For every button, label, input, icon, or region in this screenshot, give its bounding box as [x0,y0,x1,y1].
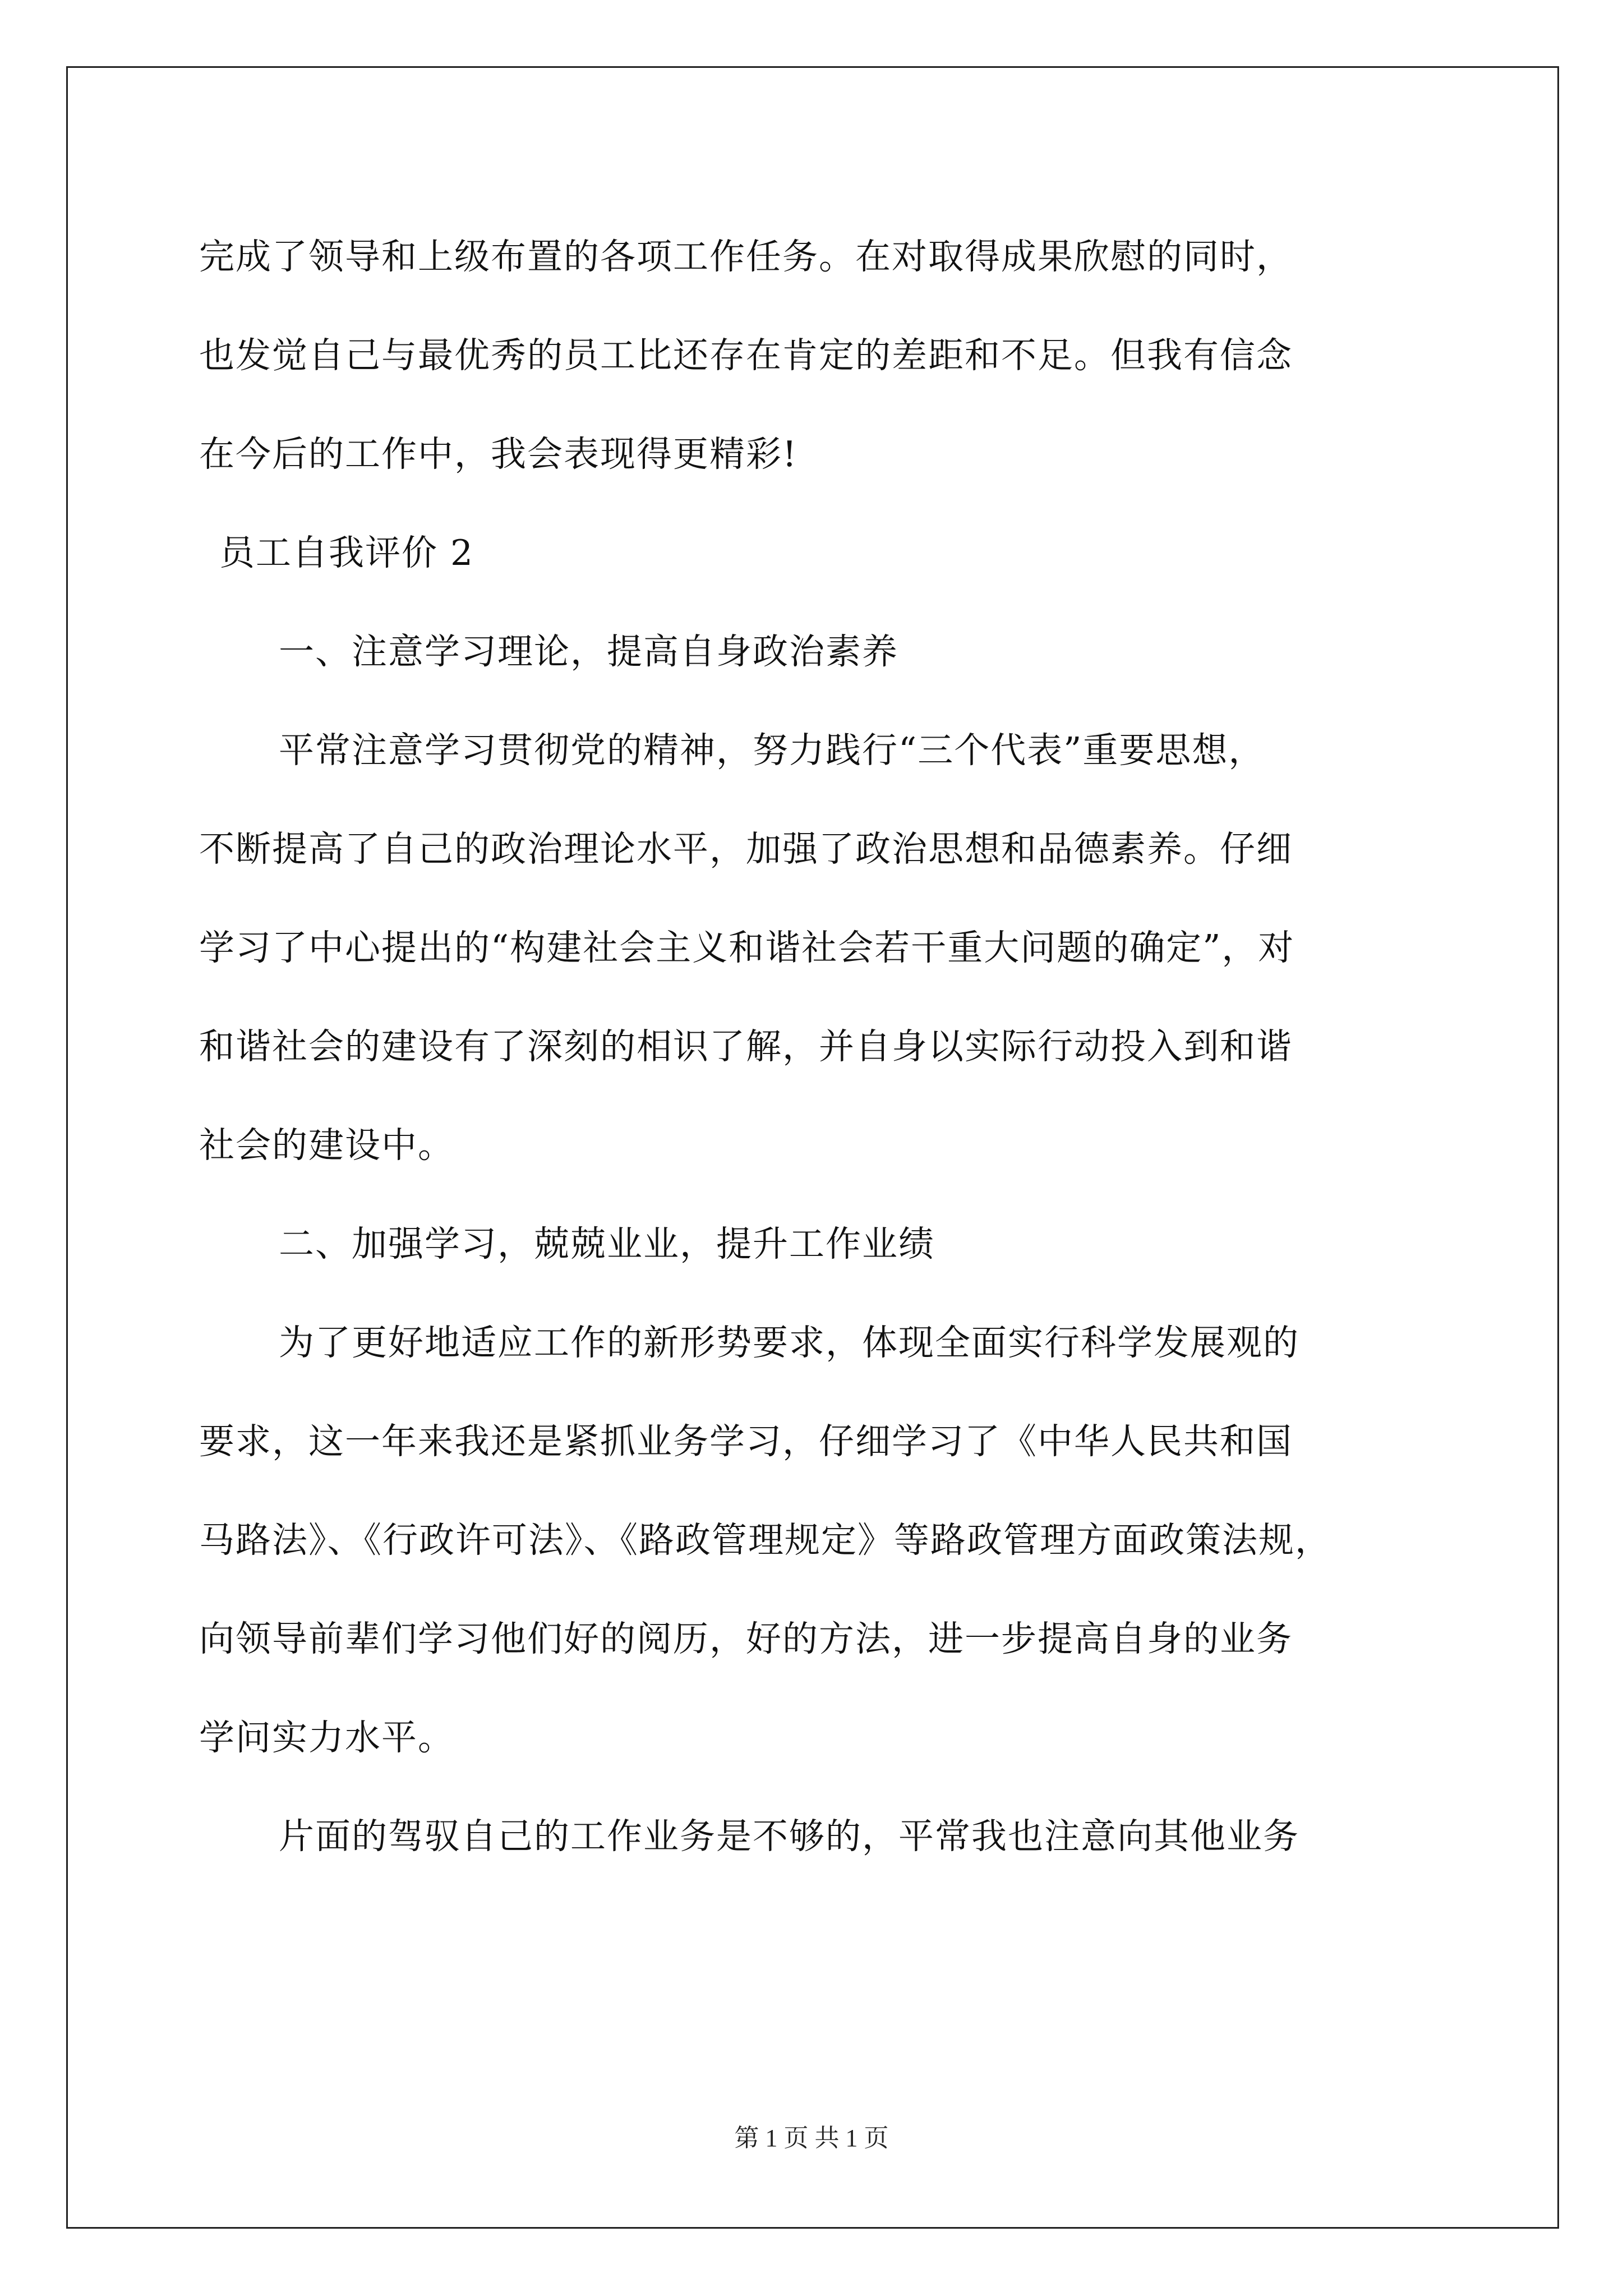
body-line: 在今后的工作中，我会表现得更精彩! [199,434,798,475]
body-line: 和谐社会的建设有了深刻的相识了解，并自身以实际行动投入到和谐 [199,1026,1293,1067]
body-line: 不断提高了自己的政治理论水平，加强了政治思想和品德素养。仔细 [199,829,1293,869]
body-line: 社会的建设中。 [199,1125,454,1166]
body-line: 完成了领导和上级布置的各项工作任务。在对取得成果欣慰的同时， [199,236,1293,277]
section-heading: 一、注意学习理论，提高自身政治素养 [279,631,898,672]
paragraph-start: 片面的驾驭自己的工作业务是不够的，平常我也注意向其他业务 [279,1816,1299,1857]
paragraph-start: 平常注意学习贯彻党的精神，努力践行“三个代表”重要思想， [279,730,1265,771]
body-line: 学问实力水平。 [199,1717,454,1758]
section-heading: 二、加强学习，兢兢业业，提升工作业绩 [279,1223,935,1264]
document-body [199,208,1422,1886]
body-line: 也发觉自己与最优秀的员工比还存在肯定的差距和不足。但我有信念 [199,335,1293,376]
body-line: 马路法》、《行政许可法》、《路政管理规定》等路政管理方面政策法规， [199,1520,1331,1561]
body-line: 学习了中心提出的“构建社会主义和谐社会若干重大问题的确定”，对 [199,927,1295,968]
section-title: 员工自我评价 2 [219,532,474,573]
paragraph-start: 为了更好地适应工作的新形势要求，体现全面实行科学发展观的 [279,1322,1299,1363]
page-number-footer: 第 1 页 共 1 页 [734,2124,889,2152]
body-line: 要求，这一年来我还是紧抓业务学习，仔细学习了《中华人民共和国 [199,1421,1293,1462]
body-line: 向领导前辈们学习他们好的阅历，好的方法，进一步提高自身的业务 [199,1618,1293,1659]
